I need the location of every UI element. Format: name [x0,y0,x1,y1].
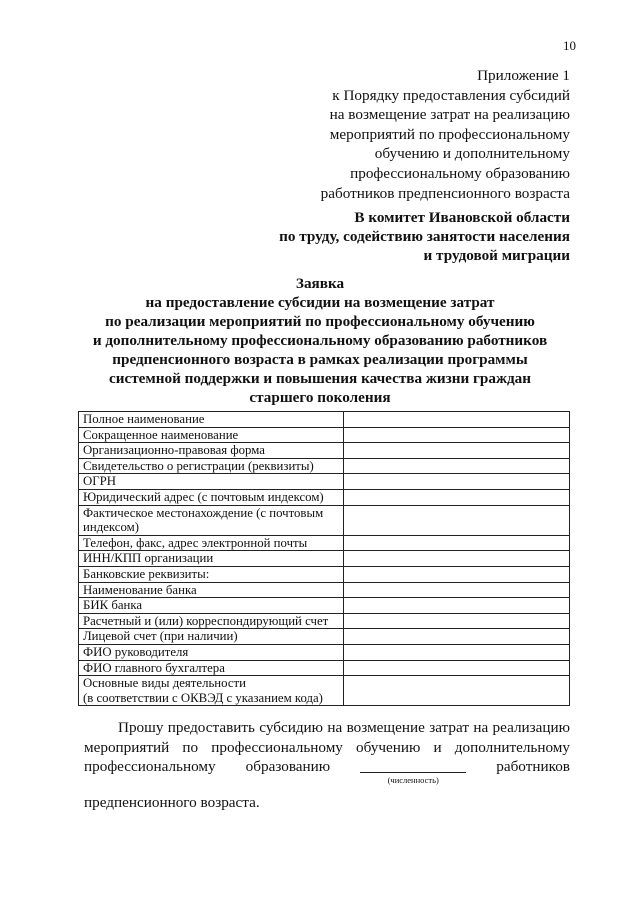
applicant-info-table [78,411,570,706]
field-label [79,535,344,551]
petition-word: работников [496,758,570,776]
appendix-line: к Порядку предоставления субсидий [332,86,570,104]
request-title-line: предпенсионного возраста в рамках реализации программы [112,351,528,368]
table-row [79,582,570,598]
field-label [79,551,344,567]
field-label [79,412,344,428]
field-value-cell[interactable] [344,427,570,443]
field-label [79,443,344,459]
request-title-line: старшего поколения [249,389,391,406]
table-row [79,644,570,660]
appendix-line: Приложение 1 [477,67,570,84]
headcount-blank[interactable] [360,757,466,786]
table-row [79,458,570,474]
request-title [70,274,570,407]
field-label-line: Расчетный и (или) корреспондирующий счет [83,613,329,628]
appendix-line: мероприятий по профессиональному [329,125,570,143]
request-title-line: системной поддержки и повышения качества жизни граждан [108,370,532,387]
page-number: 10 [563,38,576,53]
headcount-caption: (численность) [387,775,439,786]
field-value-cell[interactable] [344,660,570,676]
field-value-cell[interactable] [344,676,570,706]
field-label-line: Свидетельство о регистрации (реквизиты) [83,458,314,473]
field-label-line: Организационно-правовая форма [83,443,265,458]
field-label-line: Наименование банка [83,582,197,597]
field-label-line: (в соответствии с ОКВЭД с указанием кода) [83,690,323,705]
appendix-line: обучению и дополнительному [374,145,570,163]
field-value-cell[interactable] [344,458,570,474]
headcount-underline [360,772,466,773]
table-row [79,427,570,443]
appendix-line: работников предпенсионного возраста [320,184,570,202]
field-label [79,598,344,614]
request-title-line: Заявка [295,275,345,292]
addressee-line: В комитет Ивановской области [354,209,570,226]
field-label [79,613,344,629]
field-label-line: Телефон, факс, адрес электронной почты [83,535,308,550]
petition-paragraph [84,718,570,812]
field-label [79,676,344,706]
field-label [79,474,344,490]
field-value-cell[interactable] [344,644,570,660]
field-value-cell[interactable] [344,598,570,614]
field-label [79,582,344,598]
table-row [79,566,570,582]
field-label [79,660,344,676]
field-label-line: БИК банка [83,598,143,613]
field-value-cell[interactable] [344,412,570,428]
field-value-cell[interactable] [344,535,570,551]
petition-word: профессиональному [84,758,216,776]
field-value-cell[interactable] [344,474,570,490]
field-label-line: Сокращенное наименование [83,427,239,442]
table-row [79,505,570,535]
field-label [79,458,344,474]
appendix-line: профессиональному образованию [350,164,570,182]
field-label [79,505,344,535]
table-row [79,613,570,629]
table-row [79,676,570,706]
petition-line: Прошу предоставить субсидию на возмещение затрат на реализацию [118,719,570,736]
field-label [79,566,344,582]
petition-line [84,757,570,786]
field-value-cell[interactable] [344,582,570,598]
appendix-header [240,66,570,203]
petition-line: мероприятий по профессиональному обучению и дополнительному [84,738,570,756]
petition-line: предпенсионного возраста. [84,793,260,811]
request-title-line: на предоставление субсидии на возмещение затрат [145,294,495,311]
table-row [79,474,570,490]
field-value-cell[interactable] [344,505,570,535]
table-row [79,551,570,567]
table-row [79,443,570,459]
table-row [79,535,570,551]
addressee-block [210,208,570,265]
field-label [79,489,344,505]
appendix-line: на возмещение затрат на реализацию [329,106,570,124]
field-label-line: ФИО главного бухгалтера [83,660,225,675]
field-label [79,427,344,443]
field-label [79,629,344,645]
field-value-cell[interactable] [344,489,570,505]
field-value-cell[interactable] [344,551,570,567]
field-label-line: Фактическое местонахождение (с почтовым [83,505,324,520]
field-label-line: Юридический адрес (с почтовым индексом) [83,489,324,504]
table-row [79,598,570,614]
field-label [79,644,344,660]
table-row [79,629,570,645]
field-label-line: индексом) [83,520,139,535]
field-label-line: Основные виды деятельности [83,676,246,691]
addressee-line: по труду, содействию занятости населения [279,228,570,245]
table-row [79,412,570,428]
field-label-line: Лицевой счет (при наличии) [83,629,238,644]
field-label-line: Полное наименование [83,412,205,426]
field-label-line: ОГРН [83,474,116,489]
field-label-line: Банковские реквизиты: [83,566,210,581]
field-value-cell[interactable] [344,613,570,629]
field-value-cell[interactable] [344,629,570,645]
table-row [79,489,570,505]
request-title-line: и дополнительному профессиональному образованию работников [92,332,548,349]
request-title-line: по реализации мероприятий по профессиональному обучению [105,313,535,330]
field-value-cell[interactable] [344,443,570,459]
table-row [79,660,570,676]
field-label-line: ФИО руководителя [83,644,189,659]
field-label-line: ИНН/КПП организации [83,551,214,566]
petition-word: образованию [245,758,331,776]
field-value-cell[interactable] [344,566,570,582]
addressee-line: и трудовой миграции [423,247,570,264]
